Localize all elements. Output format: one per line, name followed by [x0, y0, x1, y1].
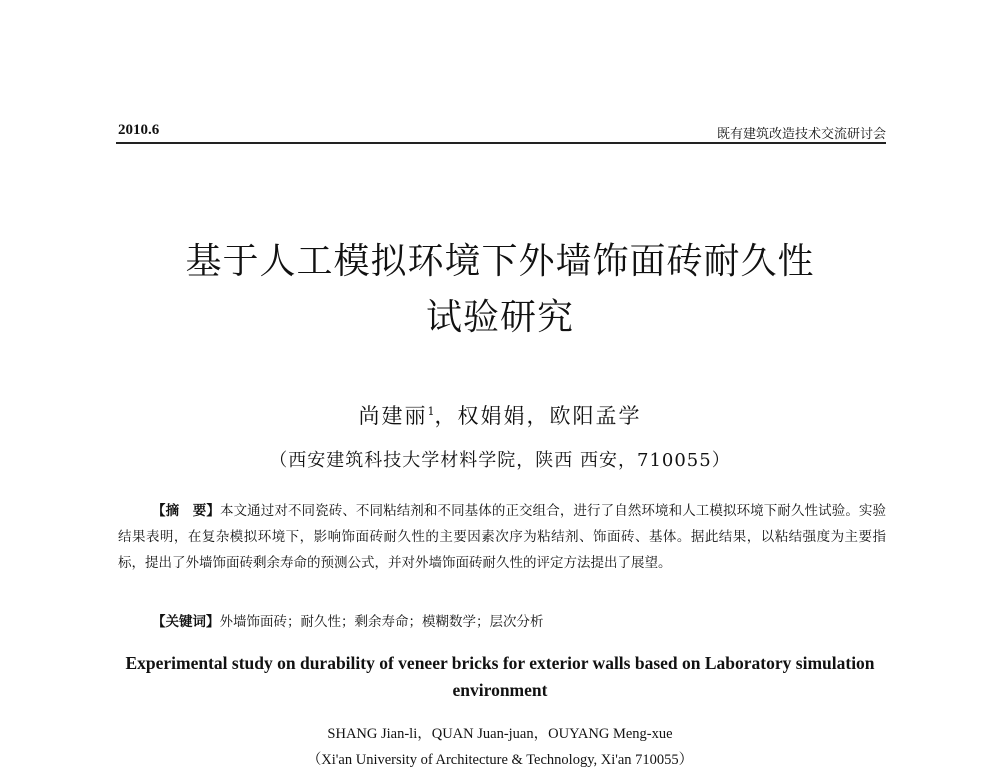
english-authors: SHANG Jian-li，QUAN Juan-juan，OUYANG Meng-xue: [327, 726, 673, 742]
keywords-label: 【关键词】: [152, 614, 220, 630]
author-list: [0, 400, 1000, 430]
header-rule: [116, 142, 886, 144]
english-title: Experimental study on durability of veneer bricks for exterior walls based on Laboratory simulation environment: [125, 653, 875, 700]
header-date: 2010.6: [118, 122, 160, 138]
keywords-text: 外墙饰面砖；耐久性；剩余寿命；模糊数学；层次分析: [219, 614, 544, 630]
english-affiliation: （Xi'an University of Architecture & Technology, Xi'an 710055）: [306, 752, 694, 768]
abstract-text: 本文通过对不同瓷砖、不同粘结剂和不同基体的正交组合，进行了自然环境和人工模拟环境下耐久性试验。实验结果表明，在复杂模拟环境下，影响饰面砖耐久性的主要因素次序为粘结剂、饰面砖、基体。据此结果，以粘结强度为主要指标，提出了外墙饰面砖剩余寿命的预测公式，并对外墙饰面砖耐久性的评定方法提出了展望。: [118, 503, 887, 571]
header-conference-name: 既有建筑改造技术交流研讨会: [716, 127, 886, 142]
author-first: 尚建丽: [358, 404, 428, 428]
author-affiliation-mark: 1: [427, 405, 435, 418]
author-affiliation: （西安建筑科技大学材料学院，陕西 西安，710055）: [269, 450, 731, 471]
paper-title-line-1: 基于人工模拟环境下外墙饰面砖耐久性: [185, 241, 815, 282]
paper-title-line-2: 试验研究: [425, 297, 574, 338]
abstract-label: 【摘 要】: [152, 503, 220, 519]
keywords-line: [152, 610, 544, 630]
author-rest: ，权娟娟，欧阳孟学: [434, 404, 642, 428]
abstract-paragraph: [118, 498, 886, 576]
